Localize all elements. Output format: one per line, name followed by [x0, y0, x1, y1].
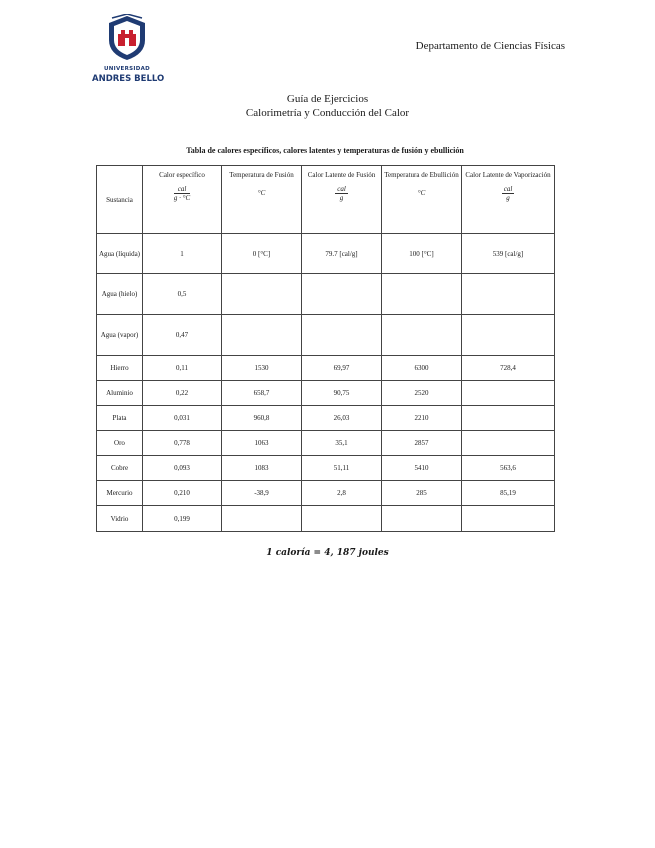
header-specific-heat: Calor específico $\frac{\text{cal}}{g \cdot ^\circ C}$: [143, 166, 222, 234]
cell-latent-vapor: 539 [cal/g]: [462, 234, 555, 274]
cell-substance: Agua (vapor): [97, 315, 143, 356]
document-subtitle: Calorimetría y Conducción del Calor: [245, 107, 410, 119]
unit-boiling-temp: °C: [417, 189, 426, 197]
unit-latent-vapor: $\frac{\text{cal}}{g}$: [503, 185, 513, 202]
table-row: [97, 381, 555, 406]
cell-boiling-temp: 2210: [382, 406, 462, 431]
cell-latent-vapor: 728,4: [462, 356, 555, 381]
cell-substance: Oro: [97, 431, 143, 456]
cell-latent-fusion: [302, 506, 382, 532]
header-latent-fusion: Calor Latente de Fusión $\frac{\text{cal}}{g}$: [302, 166, 382, 234]
cell-latent-fusion: 51,11: [302, 456, 382, 481]
conversion-formula: [0, 548, 655, 558]
cell-melting-temp: 1063: [222, 431, 302, 456]
header-latent-vapor: Calor Latente de Vaporización $\frac{\text{cal}}{g}$: [462, 166, 555, 234]
cell-latent-vapor: [462, 406, 555, 431]
table-row: [97, 356, 555, 381]
unit-latent-fusion: $\frac{\text{cal}}{g}$: [337, 185, 346, 202]
formula-lhs: 1 caloría: [266, 548, 311, 558]
formula-equals: =: [310, 548, 325, 558]
cell-substance: Agua (hielo): [97, 274, 143, 315]
header-substance: Sustancia: [97, 166, 143, 234]
cell-substance: Hierro: [97, 356, 143, 381]
cell-boiling-temp: 100 [°C]: [382, 234, 462, 274]
cell-specific-heat: 0,47: [143, 315, 222, 356]
cell-latent-fusion: 69,97: [302, 356, 382, 381]
university-logo: [92, 14, 165, 86]
logo-text-line1: UNIVERSIDAD: [103, 66, 151, 72]
table-row: [97, 481, 555, 506]
document-title: Guía de Ejercicios: [286, 93, 369, 105]
cell-boiling-temp: 6300: [382, 356, 462, 381]
cell-melting-temp: 0 [°C]: [222, 234, 302, 274]
logo-text-line2: ANDRES BELLO: [92, 74, 165, 84]
cell-substance: Plata: [97, 406, 143, 431]
cell-specific-heat: 1: [143, 234, 222, 274]
cell-latent-fusion: [302, 315, 382, 356]
cell-latent-vapor: 563,6: [462, 456, 555, 481]
cell-melting-temp: [222, 315, 302, 356]
cell-boiling-temp: 285: [382, 481, 462, 506]
cell-latent-fusion: 79.7 [cal/g]: [302, 234, 382, 274]
cell-boiling-temp: 2520: [382, 381, 462, 406]
header-melting-temp: Temperatura de Fusión °C: [222, 166, 302, 234]
cell-specific-heat: 0,210: [143, 481, 222, 506]
cell-specific-heat: 0,5: [143, 274, 222, 315]
cell-latent-vapor: [462, 506, 555, 532]
cell-specific-heat: 0,778: [143, 431, 222, 456]
properties-table: [96, 165, 555, 532]
cell-specific-heat: 0,22: [143, 381, 222, 406]
cell-latent-vapor: [462, 274, 555, 315]
table-row: [97, 431, 555, 456]
cell-latent-vapor: [462, 315, 555, 356]
formula-rhs: 4, 187 joules: [324, 548, 389, 558]
table-row: [97, 456, 555, 481]
cell-latent-fusion: 90,75: [302, 381, 382, 406]
cell-specific-heat: 0,199: [143, 506, 222, 532]
cell-latent-vapor: [462, 381, 555, 406]
table-row: [97, 315, 555, 356]
cell-latent-fusion: 26,03: [302, 406, 382, 431]
unit-specific-heat: $\frac{\text{cal}}{g \cdot ^\circ C}$: [173, 185, 191, 202]
unit-melting-temp: °C: [257, 189, 266, 197]
table-row: [97, 506, 555, 532]
cell-melting-temp: -38,9: [222, 481, 302, 506]
cell-boiling-temp: [382, 315, 462, 356]
table-caption: Tabla de calores específicos, calores latentes y temperaturas de fusión y ebullición: [186, 146, 464, 155]
table-row: [97, 406, 555, 431]
cell-latent-fusion: 35,1: [302, 431, 382, 456]
cell-melting-temp: [222, 506, 302, 532]
cell-melting-temp: [222, 274, 302, 315]
cell-latent-vapor: 85,19: [462, 481, 555, 506]
table-header-row: [97, 166, 555, 234]
cell-boiling-temp: 2857: [382, 431, 462, 456]
cell-specific-heat: 0,031: [143, 406, 222, 431]
university-seal-icon: [106, 14, 148, 62]
cell-boiling-temp: [382, 274, 462, 315]
cell-latent-vapor: [462, 431, 555, 456]
cell-latent-fusion: 2,8: [302, 481, 382, 506]
table-row: [97, 274, 555, 315]
cell-melting-temp: 1083: [222, 456, 302, 481]
cell-melting-temp: 960,8: [222, 406, 302, 431]
table-row: [97, 234, 555, 274]
cell-melting-temp: 658,7: [222, 381, 302, 406]
cell-substance: Aluminio: [97, 381, 143, 406]
cell-substance: Agua (líquida): [97, 234, 143, 274]
header-boiling-temp: Temperatura de Ebullición °C: [382, 166, 462, 234]
cell-substance: Cobre: [97, 456, 143, 481]
cell-boiling-temp: 5410: [382, 456, 462, 481]
cell-latent-fusion: [302, 274, 382, 315]
department-name: Departamento de Ciencias Físicas: [415, 40, 565, 52]
cell-substance: Mercurio: [97, 481, 143, 506]
cell-substance: Vidrio: [97, 506, 143, 532]
cell-specific-heat: 0,11: [143, 356, 222, 381]
cell-boiling-temp: [382, 506, 462, 532]
cell-melting-temp: 1530: [222, 356, 302, 381]
cell-specific-heat: 0,093: [143, 456, 222, 481]
